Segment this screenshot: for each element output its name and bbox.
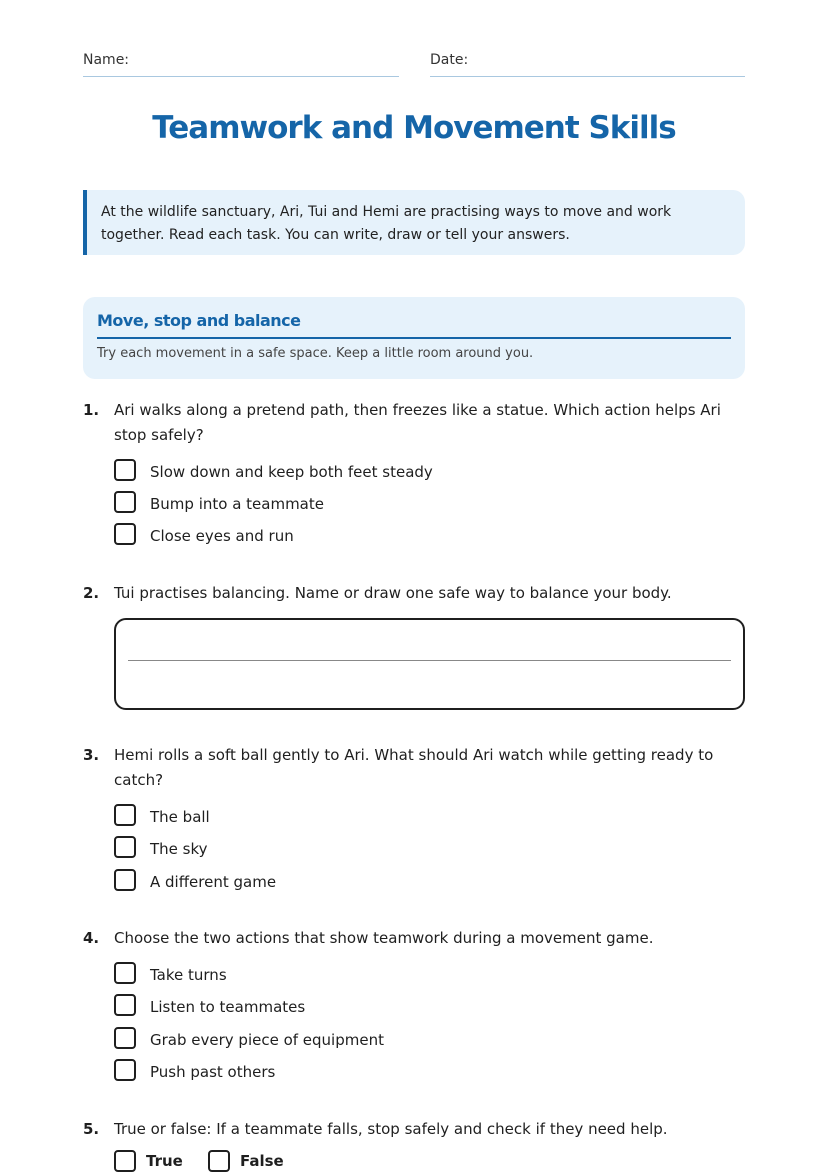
option-label: Push past others: [150, 1063, 276, 1081]
option-label: A different game: [150, 873, 277, 891]
section-subtitle: Try each movement in a safe space. Keep a little room around you.: [97, 346, 534, 361]
option-label: Grab every piece of equipment: [150, 1031, 384, 1049]
page-title: Teamwork and Movement Skills: [152, 110, 676, 146]
name-date-row: [83, 52, 745, 78]
question-3: [83, 743, 745, 793]
checkbox[interactable]: [114, 869, 136, 891]
answer-line: [128, 660, 731, 661]
option-true[interactable]: [114, 1150, 183, 1172]
checkbox[interactable]: [114, 836, 136, 858]
checkbox[interactable]: [114, 1059, 136, 1081]
name-label: Name:: [83, 52, 130, 68]
section-header: [83, 297, 745, 379]
option-label: False: [240, 1152, 284, 1170]
date-field[interactable]: [430, 52, 745, 77]
option-label: True: [146, 1152, 183, 1170]
question-text: Choose the two actions that show teamwork during a movement game.: [114, 929, 654, 947]
option-checkbox[interactable]: [114, 869, 276, 895]
question-number: 3.: [83, 746, 100, 764]
answer-box[interactable]: [114, 618, 745, 710]
option-false[interactable]: [208, 1150, 284, 1172]
question-4: [83, 926, 745, 951]
option-label: The ball: [150, 808, 210, 826]
question-1: [83, 398, 745, 448]
question-5: [83, 1117, 745, 1142]
checkbox[interactable]: [208, 1150, 230, 1172]
option-label: Take turns: [150, 966, 227, 984]
checkbox[interactable]: [114, 1150, 136, 1172]
checkbox[interactable]: [114, 962, 136, 984]
option-checkbox[interactable]: [114, 804, 210, 830]
question-text: Hemi rolls a soft ball gently to Ari. What should Ari watch while getting ready to catch?: [114, 746, 714, 789]
question-text: Tui practises balancing. Name or draw one safe way to balance your body.: [114, 584, 672, 602]
option-checkbox[interactable]: [114, 962, 227, 988]
date-label: Date:: [430, 52, 469, 68]
option-checkbox[interactable]: [114, 1027, 384, 1053]
option-label: Slow down and keep both feet steady: [150, 463, 433, 481]
option-label: Listen to teammates: [150, 998, 306, 1016]
checkbox[interactable]: [114, 804, 136, 826]
section-title: Move, stop and balance: [97, 311, 731, 339]
option-checkbox[interactable]: [114, 1059, 275, 1085]
question-text: Ari walks along a pretend path, then freezes like a statue. Which action helps Ari stop safely?: [114, 401, 721, 444]
option-checkbox[interactable]: [114, 523, 294, 549]
question-number: 5.: [83, 1120, 100, 1138]
intro-callout: At the wildlife sanctuary, Ari, Tui and Hemi are practising ways to move and work together. Read each task. You can write, draw or tell your answers.: [83, 190, 745, 255]
option-label: Close eyes and run: [150, 527, 294, 545]
option-label: The sky: [150, 840, 208, 858]
name-field[interactable]: [83, 52, 399, 77]
question-number: 4.: [83, 929, 100, 947]
question-text: True or false: If a teammate falls, stop safely and check if they need help.: [114, 1120, 668, 1138]
question-2: [83, 581, 745, 606]
question-number: 2.: [83, 584, 100, 602]
option-checkbox[interactable]: [114, 836, 208, 862]
checkbox[interactable]: [114, 523, 136, 545]
option-label: Bump into a teammate: [150, 495, 324, 513]
checkbox[interactable]: [114, 1027, 136, 1049]
checkbox[interactable]: [114, 994, 136, 1016]
option-checkbox[interactable]: [114, 459, 433, 485]
question-number: 1.: [83, 401, 100, 419]
option-checkbox[interactable]: [114, 994, 305, 1020]
option-checkbox[interactable]: [114, 491, 324, 517]
checkbox[interactable]: [114, 491, 136, 513]
checkbox[interactable]: [114, 459, 136, 481]
